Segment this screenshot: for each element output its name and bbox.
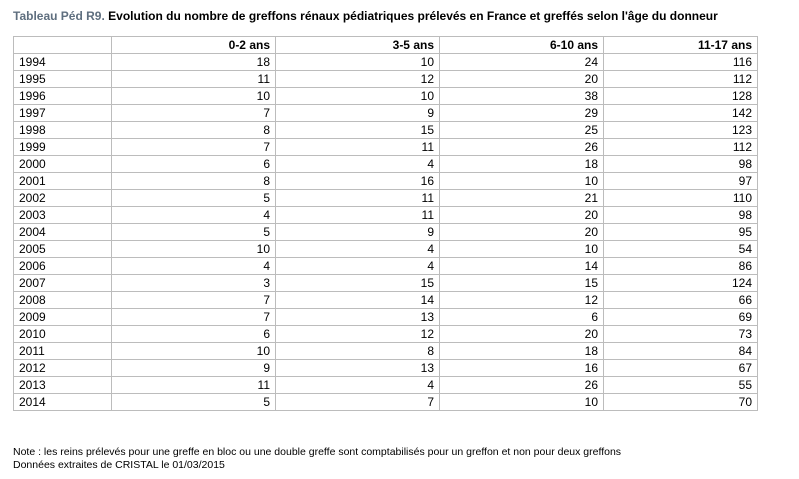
- table-title: Evolution du nombre de greffons rénaux pédiatriques prélevés en France et greffés selon l'âge du donneur: [104, 9, 718, 23]
- year-cell: 1994: [14, 54, 112, 71]
- table-body: [14, 54, 758, 411]
- year-cell: 2001: [14, 173, 112, 190]
- table-row: [14, 54, 758, 71]
- table-row: [14, 258, 758, 275]
- age-3-5-cell: 7: [276, 394, 440, 411]
- age-11-17-cell: 97: [604, 173, 758, 190]
- age-3-5-cell: 10: [276, 88, 440, 105]
- age-6-10-cell: 26: [440, 377, 604, 394]
- age-0-2-cell: 3: [112, 275, 276, 292]
- age-3-5-cell: 13: [276, 360, 440, 377]
- table-row: [14, 224, 758, 241]
- age-0-2-cell: 18: [112, 54, 276, 71]
- age-0-2-cell: 7: [112, 292, 276, 309]
- age-6-10-cell: 20: [440, 224, 604, 241]
- age-0-2-cell: 10: [112, 343, 276, 360]
- age-0-2-cell: 5: [112, 394, 276, 411]
- age-6-10-cell: 12: [440, 292, 604, 309]
- note-text: Note : les reins prélevés pour une greffe en bloc ou une double greffe sont comptabilisés pour un greffon et non pour deux greffons: [13, 446, 622, 458]
- age-3-5-cell: 12: [276, 326, 440, 343]
- age-0-2-cell: 7: [112, 309, 276, 326]
- age-11-17-cell: 142: [604, 105, 758, 122]
- table-row: [14, 88, 758, 105]
- footnotes: [13, 446, 621, 472]
- age-3-5-cell: 9: [276, 224, 440, 241]
- year-cell: 2002: [14, 190, 112, 207]
- donor-age-table: [13, 36, 758, 411]
- source-text: Données extraites de CRISTAL le 01/03/2015: [13, 459, 225, 471]
- age-3-5-cell: 14: [276, 292, 440, 309]
- age-11-17-cell: 98: [604, 207, 758, 224]
- year-cell: 2009: [14, 309, 112, 326]
- age-6-10-cell: 15: [440, 275, 604, 292]
- age-0-2-cell: 11: [112, 377, 276, 394]
- age-11-17-cell: 84: [604, 343, 758, 360]
- age-0-2-cell: 10: [112, 241, 276, 258]
- age-3-5-cell: 15: [276, 275, 440, 292]
- header-year: [14, 37, 112, 54]
- age-0-2-cell: 11: [112, 71, 276, 88]
- header-age-0-2: 0-2 ans: [112, 37, 276, 54]
- year-cell: 2008: [14, 292, 112, 309]
- year-cell: 2003: [14, 207, 112, 224]
- age-11-17-cell: 110: [604, 190, 758, 207]
- age-3-5-cell: 11: [276, 190, 440, 207]
- table-row: [14, 275, 758, 292]
- age-11-17-cell: 124: [604, 275, 758, 292]
- table-caption: [13, 9, 718, 23]
- age-0-2-cell: 8: [112, 122, 276, 139]
- age-6-10-cell: 18: [440, 343, 604, 360]
- year-cell: 1996: [14, 88, 112, 105]
- age-3-5-cell: 4: [276, 258, 440, 275]
- age-6-10-cell: 25: [440, 122, 604, 139]
- age-11-17-cell: 86: [604, 258, 758, 275]
- year-cell: 2014: [14, 394, 112, 411]
- age-6-10-cell: 38: [440, 88, 604, 105]
- header-age-6-10: 6-10 ans: [440, 37, 604, 54]
- table-row: [14, 343, 758, 360]
- year-cell: 1998: [14, 122, 112, 139]
- age-6-10-cell: 21: [440, 190, 604, 207]
- age-0-2-cell: 6: [112, 156, 276, 173]
- header-age-3-5: 3-5 ans: [276, 37, 440, 54]
- age-3-5-cell: 4: [276, 156, 440, 173]
- year-cell: 1997: [14, 105, 112, 122]
- age-3-5-cell: 16: [276, 173, 440, 190]
- year-cell: 2006: [14, 258, 112, 275]
- age-3-5-cell: 11: [276, 139, 440, 156]
- age-3-5-cell: 10: [276, 54, 440, 71]
- age-0-2-cell: 7: [112, 139, 276, 156]
- year-cell: 2010: [14, 326, 112, 343]
- table-row: [14, 207, 758, 224]
- year-cell: 2004: [14, 224, 112, 241]
- age-0-2-cell: 10: [112, 88, 276, 105]
- age-6-10-cell: 26: [440, 139, 604, 156]
- age-0-2-cell: 7: [112, 105, 276, 122]
- age-11-17-cell: 69: [604, 309, 758, 326]
- age-3-5-cell: 4: [276, 241, 440, 258]
- table-row: [14, 292, 758, 309]
- age-6-10-cell: 10: [440, 241, 604, 258]
- table-row: [14, 309, 758, 326]
- age-3-5-cell: 15: [276, 122, 440, 139]
- age-3-5-cell: 8: [276, 343, 440, 360]
- age-6-10-cell: 29: [440, 105, 604, 122]
- age-11-17-cell: 95: [604, 224, 758, 241]
- age-11-17-cell: 54: [604, 241, 758, 258]
- age-0-2-cell: 5: [112, 190, 276, 207]
- age-11-17-cell: 98: [604, 156, 758, 173]
- age-6-10-cell: 10: [440, 394, 604, 411]
- age-6-10-cell: 20: [440, 207, 604, 224]
- age-3-5-cell: 11: [276, 207, 440, 224]
- age-11-17-cell: 112: [604, 71, 758, 88]
- table-row: [14, 122, 758, 139]
- age-11-17-cell: 116: [604, 54, 758, 71]
- year-cell: 2012: [14, 360, 112, 377]
- year-cell: 2005: [14, 241, 112, 258]
- age-0-2-cell: 8: [112, 173, 276, 190]
- table-row: [14, 360, 758, 377]
- table-row: [14, 326, 758, 343]
- year-cell: 2007: [14, 275, 112, 292]
- table-row: [14, 173, 758, 190]
- age-6-10-cell: 6: [440, 309, 604, 326]
- table-row: [14, 377, 758, 394]
- year-cell: 2000: [14, 156, 112, 173]
- age-3-5-cell: 9: [276, 105, 440, 122]
- table-number: Tableau Péd R9.: [13, 9, 105, 23]
- age-3-5-cell: 12: [276, 71, 440, 88]
- age-6-10-cell: 20: [440, 71, 604, 88]
- age-3-5-cell: 4: [276, 377, 440, 394]
- year-cell: 1999: [14, 139, 112, 156]
- age-0-2-cell: 5: [112, 224, 276, 241]
- age-6-10-cell: 14: [440, 258, 604, 275]
- age-3-5-cell: 13: [276, 309, 440, 326]
- header-age-11-17: 11-17 ans: [604, 37, 758, 54]
- year-cell: 2013: [14, 377, 112, 394]
- table-row: [14, 105, 758, 122]
- table-row: [14, 71, 758, 88]
- age-11-17-cell: 66: [604, 292, 758, 309]
- age-0-2-cell: 6: [112, 326, 276, 343]
- table-row: [14, 190, 758, 207]
- age-11-17-cell: 123: [604, 122, 758, 139]
- age-6-10-cell: 18: [440, 156, 604, 173]
- age-11-17-cell: 67: [604, 360, 758, 377]
- table-row: [14, 139, 758, 156]
- age-11-17-cell: 112: [604, 139, 758, 156]
- age-6-10-cell: 16: [440, 360, 604, 377]
- age-0-2-cell: 4: [112, 207, 276, 224]
- age-0-2-cell: 4: [112, 258, 276, 275]
- age-6-10-cell: 10: [440, 173, 604, 190]
- table-row: [14, 156, 758, 173]
- age-11-17-cell: 70: [604, 394, 758, 411]
- age-0-2-cell: 9: [112, 360, 276, 377]
- age-6-10-cell: 24: [440, 54, 604, 71]
- header-row: [14, 37, 758, 54]
- table-row: [14, 241, 758, 258]
- age-11-17-cell: 73: [604, 326, 758, 343]
- year-cell: 1995: [14, 71, 112, 88]
- age-6-10-cell: 20: [440, 326, 604, 343]
- year-cell: 2011: [14, 343, 112, 360]
- age-11-17-cell: 55: [604, 377, 758, 394]
- age-11-17-cell: 128: [604, 88, 758, 105]
- table-row: [14, 394, 758, 411]
